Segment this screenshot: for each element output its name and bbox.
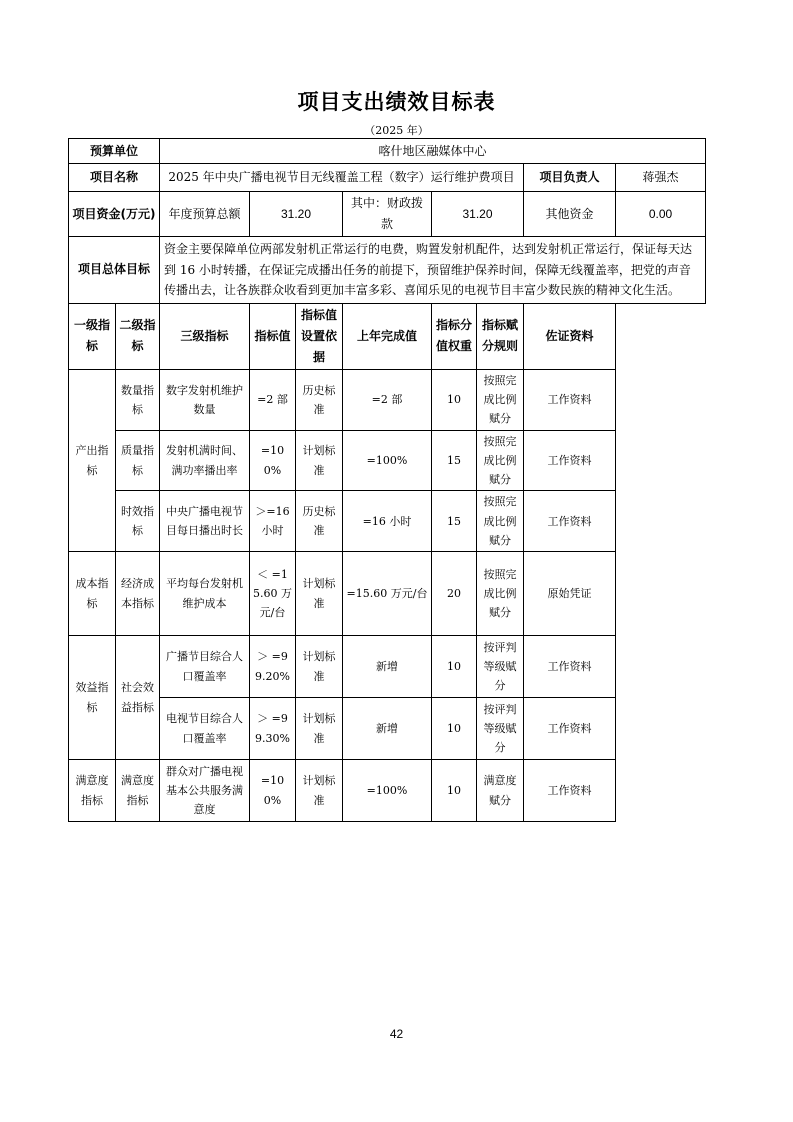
evidence-cell: 工作资料 (524, 760, 616, 822)
basis-cell: 计划标准 (296, 760, 343, 822)
weight-cell: 10 (432, 760, 477, 822)
budget-unit-row (69, 139, 706, 164)
fiscal-label: 其中：财政拨款 (343, 192, 432, 237)
last-year-cell: =100% (343, 430, 432, 491)
basis-cell: 计划标准 (296, 430, 343, 491)
table-row (69, 491, 706, 552)
last-year-cell: =15.60 万元/台 (343, 552, 432, 636)
header-last-year: 上年完成值 (343, 303, 432, 369)
evidence-cell: 工作资料 (524, 636, 616, 698)
document-title: 项目支出绩效目标表 (297, 90, 496, 114)
level3-cell: 中央广播电视节目每日播出时长 (160, 491, 250, 552)
rule-cell: 按照完成比例赋分 (477, 430, 524, 491)
last-year-cell: 新增 (343, 698, 432, 760)
goal-row (69, 237, 706, 304)
header-row (69, 303, 706, 369)
header-evidence: 佐证资料 (524, 303, 616, 369)
other-funds-value: 0.00 (616, 192, 706, 237)
value-cell: =2 部 (250, 369, 296, 430)
header-level3: 三级指标 (160, 303, 250, 369)
value-cell: ＜ =15.60 万元/台 (250, 552, 296, 636)
last-year-cell: 新增 (343, 636, 432, 698)
level2-cell: 时效指标 (116, 491, 160, 552)
table-row (69, 430, 706, 491)
goal-label: 项目总体目标 (69, 237, 160, 304)
level2-cell: 社会效益指标 (116, 636, 160, 760)
value-cell: ＞ =99.20% (250, 636, 296, 698)
evidence-cell: 工作资料 (524, 491, 616, 552)
rule-cell: 满意度赋分 (477, 760, 524, 822)
level2-cell: 质量指标 (116, 430, 160, 491)
value-cell: =100% (250, 430, 296, 491)
level2-cell: 数量指标 (116, 369, 160, 430)
table-row (69, 369, 706, 430)
rule-cell: 按照完成比例赋分 (477, 552, 524, 636)
project-name-row (69, 164, 706, 192)
basis-cell: 计划标准 (296, 698, 343, 760)
rule-cell: 按照完成比例赋分 (477, 369, 524, 430)
header-level2: 二级指标 (116, 303, 160, 369)
budget-unit-value: 喀什地区融媒体中心 (160, 139, 706, 164)
header-rule: 指标赋分规则 (477, 303, 524, 369)
document-year: （2025 年） (364, 124, 429, 137)
header-level1: 一级指标 (69, 303, 116, 369)
last-year-cell: =16 小时 (343, 491, 432, 552)
rule-cell: 按照完成比例赋分 (477, 491, 524, 552)
project-leader-value: 蒋强杰 (616, 164, 706, 192)
page-number: 42 (389, 1027, 404, 1041)
annual-budget-value: 31.20 (250, 192, 343, 237)
project-leader-label: 项目负责人 (524, 164, 616, 192)
group-cost: 成本指标 (69, 552, 116, 636)
evidence-cell: 原始凭证 (524, 552, 616, 636)
value-cell: ＞=16 小时 (250, 491, 296, 552)
weight-cell: 10 (432, 369, 477, 430)
group-satisfaction: 满意度指标 (69, 760, 116, 822)
table-row (69, 552, 706, 636)
last-year-cell: =2 部 (343, 369, 432, 430)
table-row (69, 760, 706, 822)
basis-cell: 历史标准 (296, 491, 343, 552)
table-row (69, 636, 706, 698)
header-value: 指标值 (250, 303, 296, 369)
goal-text: 资金主要保障单位两部发射机正常运行的电费，购置发射机配件，达到发射机正常运行，保证每天达到 16 小时转播，在保证完成播出任务的前提下，预留维护保养时间，保障无线覆盖率，把党的声音传播出去，让各族群众收看到更加丰富多彩、喜闻乐见的电视节目丰富少数民族的精神文化生活。 (160, 237, 706, 304)
project-name-label: 项目名称 (69, 164, 160, 192)
project-name-value: 2025 年中央广播电视节目无线覆盖工程（数字）运行维护费项目 (160, 164, 524, 192)
level3-cell: 发射机满时间、满功率播出率 (160, 430, 250, 491)
group-output: 产出指标 (69, 369, 116, 551)
rule-cell: 按评判等级赋分 (477, 636, 524, 698)
annual-budget-label: 年度预算总额 (160, 192, 250, 237)
weight-cell: 10 (432, 698, 477, 760)
weight-cell: 10 (432, 636, 477, 698)
funds-label: 项目资金(万元) (69, 192, 160, 237)
evidence-cell: 工作资料 (524, 369, 616, 430)
level2-cell: 经济成本指标 (116, 552, 160, 636)
level3-cell: 电视节目综合人口覆盖率 (160, 698, 250, 760)
level3-cell: 广播节目综合人口覆盖率 (160, 636, 250, 698)
value-cell: =100% (250, 760, 296, 822)
last-year-cell: =100% (343, 760, 432, 822)
budget-unit-label: 预算单位 (69, 139, 160, 164)
weight-cell: 20 (432, 552, 477, 636)
funds-row (69, 192, 706, 237)
header-weight: 指标分值权重 (432, 303, 477, 369)
rule-cell: 按评判等级赋分 (477, 698, 524, 760)
level3-cell: 群众对广播电视基本公共服务满意度 (160, 760, 250, 822)
value-cell: ＞ =99.30% (250, 698, 296, 760)
basis-cell: 历史标准 (296, 369, 343, 430)
basis-cell: 计划标准 (296, 552, 343, 636)
evidence-cell: 工作资料 (524, 430, 616, 491)
basis-cell: 计划标准 (296, 636, 343, 698)
weight-cell: 15 (432, 430, 477, 491)
other-funds-label: 其他资金 (524, 192, 616, 237)
level3-cell: 数字发射机维护数量 (160, 369, 250, 430)
fiscal-value: 31.20 (432, 192, 524, 237)
weight-cell: 15 (432, 491, 477, 552)
group-benefit: 效益指标 (69, 636, 116, 760)
level3-cell: 平均每台发射机维护成本 (160, 552, 250, 636)
performance-table (68, 138, 706, 822)
level2-cell: 满意度指标 (116, 760, 160, 822)
evidence-cell: 工作资料 (524, 698, 616, 760)
table-row (69, 698, 706, 760)
header-basis: 指标值设置依据 (296, 303, 343, 369)
